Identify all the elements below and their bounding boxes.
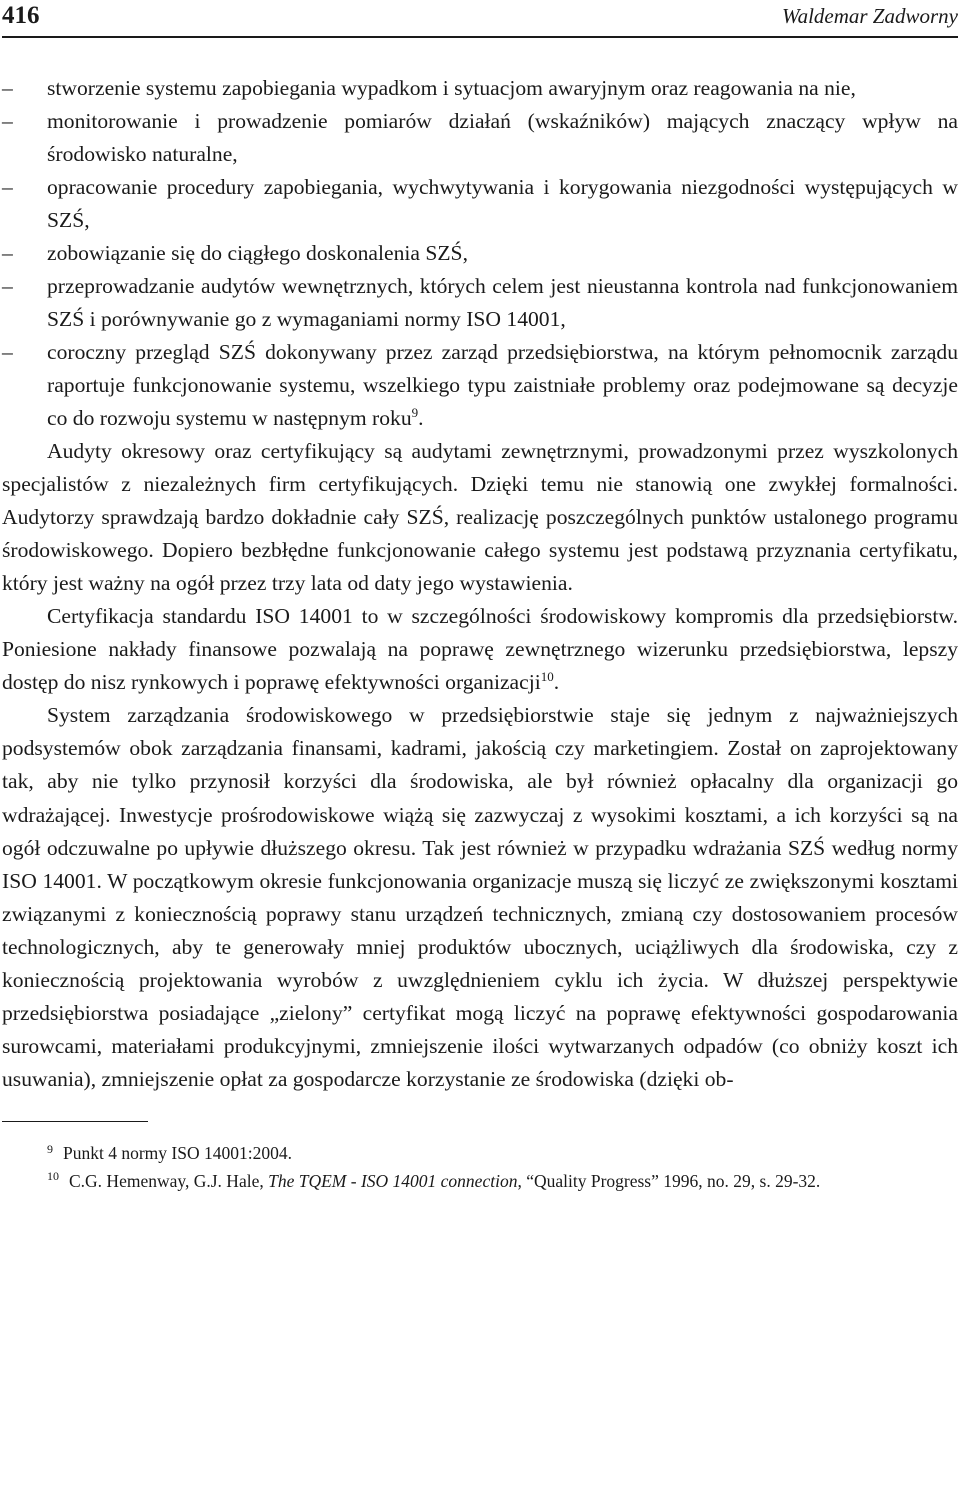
footnotes	[2, 1140, 958, 1195]
dash-bullet: –	[2, 174, 13, 199]
dash-bullet: –	[2, 240, 13, 265]
dash-bullet: –	[2, 108, 13, 133]
footnote-ref[interactable]: 9	[411, 404, 419, 420]
paragraph: Audyty okresowy oraz certyfikujący są audytami zewnętrznymi, prowadzonymi przez wyszkolonych specjalistów z niezależnych firm certyfikujących. Dzięki temu nie stanowią one zwykłej formalności. Audytorzy sprawdzają bardzo dokładnie cały SZŚ, realizację poszczególnych punktów ustalonego programu środowiskowego. Dopiero bezbłędne funkcjonowanie całego systemu jest podstawą przyznania certyfikatu, który jest ważny na ogół przez trzy lata od daty jego wystawienia.	[2, 439, 958, 596]
running-head-author: Waldemar Zadworny	[782, 4, 958, 28]
dash-bullet: –	[2, 339, 13, 364]
footnote-separator	[2, 1121, 148, 1123]
cited-title: The TQEM - ISO 14001 connection	[268, 1171, 518, 1192]
footnote-ref[interactable]: 10	[540, 669, 554, 685]
footnote-number: 10	[47, 1169, 59, 1184]
footnote: $^{10}$ C.G. Hemenway, G.J. Hale, The TQEM - ISO 14001 connection, “Quality Progress” 1996, no. 29, s. 29-32.	[47, 1169, 821, 1192]
list-item: – monitorowanie i prowadzenie pomiarów działań (wskaźników) mających znaczący wpływ na środowisko naturalne,	[2, 105, 958, 171]
dash-list	[2, 72, 958, 436]
list-item: – stworzenie systemu zapobiegania wypadkom i sytuacjom awaryjnym oraz reagowania na nie,	[2, 72, 958, 105]
page-header	[2, 0, 958, 32]
paragraph: System zarządzania środowiskowego w przedsiębiorstwie staje się jednym z najważniejszych podsystemów obok zarządzania finansami, kadrami, jakością czy marketingiem. Został on zaprojektowany tak, aby nie tylko przynosił korzyści dla środowiska, ale był również opłacalny dla organizacji go wdrażającej. Inwestycje prośrodowiskowe wiążą się zazwyczaj z wysokimi kosztami, a ich korzyści są na ogół odczuwalne po upływie dłuższego okresu. Tak jest również w przypadku wdrażania SZŚ według normy ISO 14001. W początkowym okresie funkcjonowania organizacje muszą się liczyć ze zwiększonymi kosztami związanymi z koniecznością poprawy stanu urządzeń technicznych, zmianą czy dostosowaniem procesów technologicznych, aby te generowały mniej produktów ubocznych, uciążliwych dla środowiska, czy z koniecznością projektowania wyrobów z uwzględnieniem cyklu ich życia. W dłuższej perspektywie przedsiębiorstwa posiadające „zielony” certyfikat mogą liczyć na poprawę efektywności gospodarowania surowcami, materiałami produkcyjnymi, zmniejszenie ilości wytwarzanych odpadów (co obniży koszt ich usuwania), zmniejszenie opłat za gospodarcze korzystanie ze środowiska (dzięki ob-	[2, 703, 958, 1091]
footnote-number: 9	[47, 1141, 53, 1156]
header-rule	[2, 36, 958, 38]
list-item: – opracowanie procedury zapobiegania, wychwytywania i korygowania niezgodności występujących w SZŚ,	[2, 171, 958, 237]
list-item: – coroczny przegląd SZŚ dokonywany przez zarząd przedsiębiorstwa, na którym pełnomocnik zarządu raportuje funkcjonowanie systemu, wszelkiego typu zaistniałe problemy oraz podejmowane są decyzje co do rozwoju systemu w następnym roku$^9$.	[2, 336, 958, 435]
body-text	[2, 72, 958, 1096]
footnote: $^9$ Punkt 4 normy ISO 14001:2004.	[47, 1141, 292, 1164]
page-number: 416	[2, 2, 40, 29]
list-item: – zobowiązanie się do ciągłego doskonalenia SZŚ,	[2, 237, 958, 270]
list-item: – przeprowadzanie audytów wewnętrznych, których celem jest nieustanna kontrola nad funkcjonowaniem SZŚ i porównywanie go z wymaganiami normy ISO 14001,	[2, 270, 958, 336]
paragraph: Certyfikacja standardu ISO 14001 to w szczególności środowiskowy kompromis dla przedsiębiorstw. Poniesione nakłady finansowe pozwalają na poprawę zewnętrznego wizerunku przedsiębiorstwa, lepszy dostęp do nisz rynkowych i poprawę efektywności organizacji$^{10}$.	[2, 604, 958, 695]
dash-bullet: –	[2, 75, 13, 100]
dash-bullet: –	[2, 273, 13, 298]
